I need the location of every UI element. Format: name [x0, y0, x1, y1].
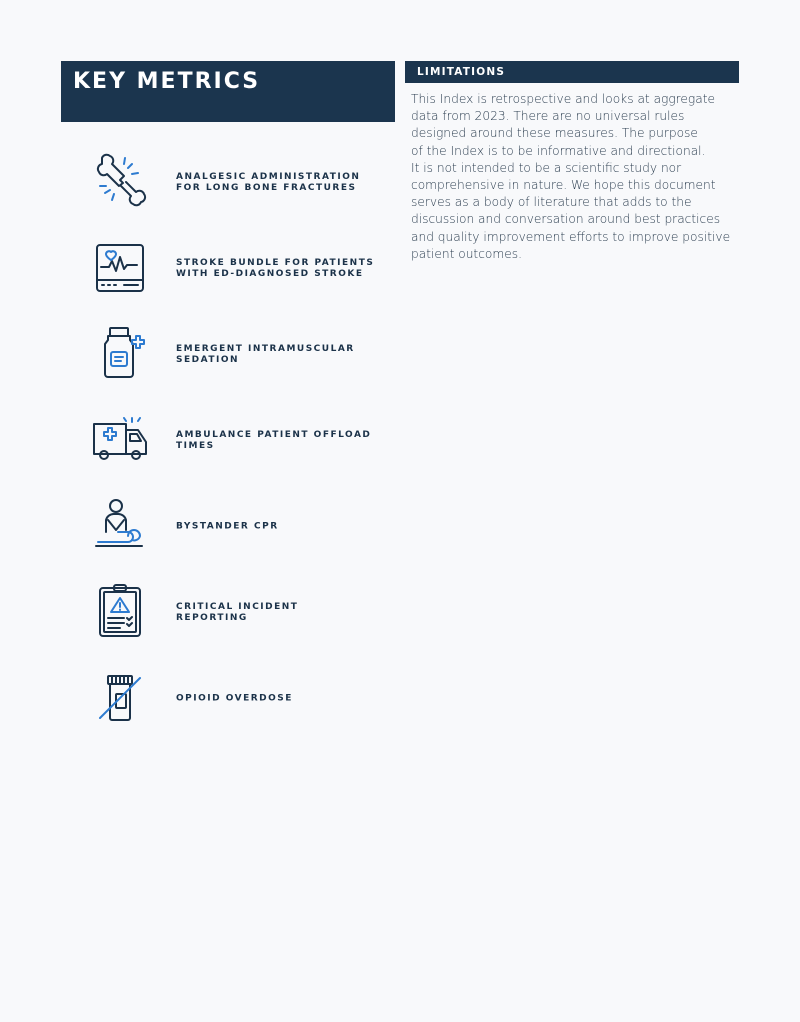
ambulance-icon — [88, 406, 152, 470]
no-pill-bottle-icon — [88, 664, 152, 728]
limitations-line: designed around these measures. The purpose — [411, 126, 698, 141]
limitations-title: LIMITATIONS — [417, 66, 506, 78]
metric-label — [176, 172, 376, 194]
limitations-line: discussion and conversation around best practices — [411, 212, 721, 227]
limitations-line: This Index is retrospective and looks at aggregate — [411, 92, 715, 106]
incident-clipboard-icon — [88, 578, 152, 642]
metric-label — [176, 430, 376, 452]
metric-label-line: TIMES — [176, 441, 215, 451]
metric-label-line: FOR LONG BONE FRACTURES — [176, 183, 357, 193]
key-metrics-header — [61, 61, 395, 122]
metric-label — [176, 602, 376, 624]
limitations-text — [411, 91, 741, 263]
key-metrics-title: KEY METRICS — [73, 69, 261, 94]
limitations-line: serves as a body of literature that adds to the — [411, 195, 692, 210]
limitations-line: data from 2023. There are no universal rules — [411, 109, 685, 124]
metric-intramuscular-sedation — [88, 320, 388, 390]
metric-label — [176, 344, 376, 366]
metric-label-line: OPIOID OVERDOSE — [176, 693, 293, 704]
metric-label-line: WITH ED-DIAGNOSED STROKE — [176, 269, 364, 279]
metric-label-line: CRITICAL INCIDENT — [176, 602, 299, 612]
limitations-header — [405, 61, 739, 83]
metric-label-line: SEDATION — [176, 355, 240, 365]
metric-ambulance-offload — [88, 406, 388, 476]
metric-bystander-cpr — [88, 492, 388, 562]
broken-bone-icon — [88, 148, 152, 212]
metric-label-line: AMBULANCE PATIENT OFFLOAD — [176, 430, 372, 440]
metric-label-line: BYSTANDER CPR — [176, 521, 279, 532]
metric-analgesic-administration — [88, 148, 388, 218]
metric-label — [176, 522, 376, 533]
metric-label-line: REPORTING — [176, 613, 248, 623]
limitations-line: and quality improvement efforts to improve positive — [411, 229, 731, 244]
limitations-line: It is not intended to be a scientific study nor — [411, 160, 682, 175]
limitations-line: of the Index is to be informative and directional. — [411, 143, 706, 158]
metric-critical-incident — [88, 578, 388, 648]
metric-opioid-overdose — [88, 664, 388, 734]
metric-label-line: ANALGESIC ADMINISTRATION — [176, 172, 361, 182]
cpr-icon — [88, 492, 152, 556]
metric-stroke-bundle — [88, 234, 388, 304]
medicine-vial-icon — [88, 320, 152, 384]
metric-label-line: EMERGENT INTRAMUSCULAR — [176, 344, 355, 354]
heart-monitor-icon — [88, 234, 152, 298]
metric-label — [176, 694, 376, 705]
limitations-line: patient outcomes. — [411, 246, 522, 261]
metric-label — [176, 258, 376, 280]
limitations-line: comprehensive in nature. We hope this document — [411, 178, 716, 193]
metric-label-line: STROKE BUNDLE FOR PATIENTS — [176, 258, 375, 268]
